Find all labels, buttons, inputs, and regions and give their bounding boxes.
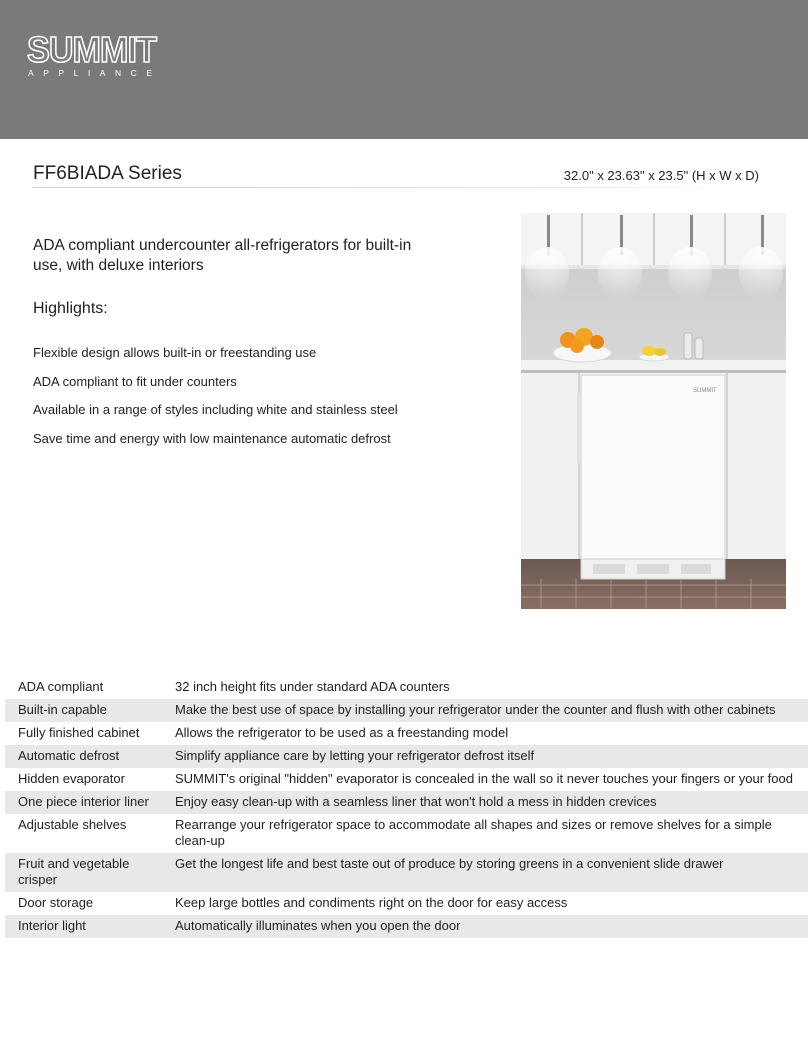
title-divider bbox=[33, 187, 739, 188]
page-title: FF6BIADA Series bbox=[33, 163, 182, 184]
feature-description: 32 inch height fits under standard ADA counters bbox=[175, 679, 450, 694]
header-band bbox=[0, 0, 808, 139]
feature-label: Automatic defrost bbox=[18, 748, 120, 763]
feature-description: SUMMIT's original "hidden" evaporator is concealed in the wall so it never touches your fingers or your food bbox=[175, 771, 793, 786]
highlight-item: Available in a range of styles including white and stainless steel bbox=[33, 402, 398, 418]
highlights-heading: Highlights: bbox=[33, 300, 108, 317]
photo-badge: SUMMIT bbox=[693, 388, 717, 394]
feature-description: Simplify appliance care by letting your refrigerator defrost itself bbox=[175, 748, 535, 763]
feature-description: Automatically illuminates when you open the door bbox=[175, 918, 461, 933]
table-row bbox=[5, 814, 808, 853]
table-row bbox=[5, 745, 808, 768]
highlight-item: Save time and energy with low maintenance automatic defrost bbox=[33, 430, 391, 446]
feature-description: Get the longest life and best taste out of produce by storing greens in a convenient slide drawer bbox=[175, 856, 724, 871]
table-row bbox=[5, 722, 808, 745]
feature-label: Fully finished cabinet bbox=[18, 725, 140, 740]
product-photo bbox=[521, 213, 786, 609]
feature-label: Hidden evaporator bbox=[18, 771, 125, 786]
title-row bbox=[33, 163, 759, 189]
feature-label: Fruit and vegetable crisper bbox=[18, 856, 130, 887]
features-table bbox=[5, 676, 808, 938]
product-dimensions: 32.0" x 23.63" x 23.5" (H x W x D) bbox=[563, 168, 759, 183]
table-row bbox=[5, 915, 808, 938]
feature-description: Allows the refrigerator to be used as a freestanding model bbox=[175, 725, 509, 740]
feature-label: Interior light bbox=[18, 918, 86, 933]
brand-subtitle: APPLIANCE bbox=[28, 68, 152, 78]
table-row bbox=[5, 676, 808, 699]
feature-description: Rearrange your refrigerator space to accommodate all shapes and sizes or remove shelves for a simple clean-up bbox=[175, 817, 772, 848]
feature-label: One piece interior liner bbox=[18, 794, 149, 809]
feature-label: Built-in capable bbox=[18, 702, 107, 717]
table-row bbox=[5, 768, 808, 791]
highlight-item: ADA compliant to fit under counters bbox=[33, 373, 237, 389]
brand-name: SUMMIT bbox=[27, 29, 157, 70]
brand-logo bbox=[26, 28, 158, 80]
feature-label: Adjustable shelves bbox=[18, 817, 127, 832]
product-tagline: ADA compliant undercounter all-refrigerators for built-in use, with deluxe interiors bbox=[33, 237, 412, 274]
table-row bbox=[5, 791, 808, 814]
highlights-list bbox=[33, 344, 398, 458]
feature-description: Keep large bottles and condiments right on the door for easy access bbox=[175, 895, 568, 910]
feature-label: ADA compliant bbox=[18, 679, 104, 694]
table-row bbox=[5, 699, 808, 722]
feature-description: Enjoy easy clean-up with a seamless liner that won't hold a mess in hidden crevices bbox=[175, 794, 657, 809]
table-row bbox=[5, 892, 808, 915]
summit-logo-icon bbox=[26, 28, 158, 80]
refrigerator-photo-image bbox=[521, 213, 786, 609]
feature-label: Door storage bbox=[18, 895, 94, 910]
highlight-item: Flexible design allows built-in or freestanding use bbox=[33, 345, 317, 360]
table-row bbox=[5, 853, 808, 892]
feature-description: Make the best use of space by installing your refrigerator under the counter and flush with other cabinets bbox=[175, 702, 776, 717]
